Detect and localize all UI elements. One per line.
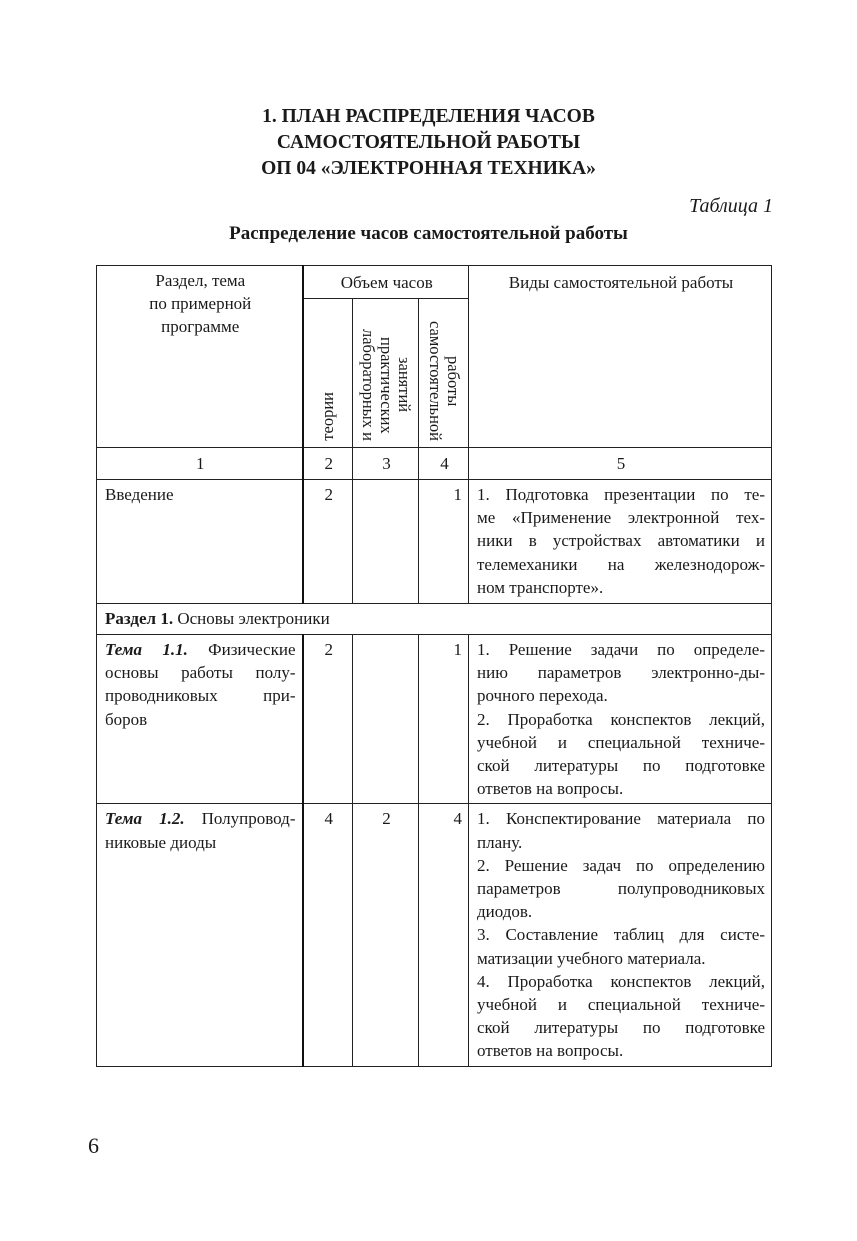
table-caption: Распределение часов самостоятельной работы xyxy=(229,223,628,244)
text-line: рочного перехода. xyxy=(477,686,608,706)
header-theory xyxy=(303,299,353,448)
header-hours: Объем часов xyxy=(303,266,469,299)
topic-label: Тема 1.1. xyxy=(105,640,188,659)
header-text xyxy=(359,323,413,441)
text-line: Тема 1.1. Физические xyxy=(105,640,296,659)
column-number: 2 xyxy=(303,448,353,480)
table-row xyxy=(97,480,772,604)
table-row xyxy=(97,804,772,1066)
column-number: 3 xyxy=(353,448,419,480)
table-row xyxy=(97,635,772,804)
self-hours: 4 xyxy=(419,804,469,1066)
work-types-cell xyxy=(469,804,772,1066)
table-number: Таблица 1 xyxy=(689,195,773,217)
text-line: занятий xyxy=(394,357,414,413)
heading-line: САМОСТОЯТЕЛЬНОЙ РАБОТЫ xyxy=(276,132,581,153)
topic-cell xyxy=(97,480,303,604)
lab-hours xyxy=(353,480,419,604)
text-line: нию параметров электронно-ды- xyxy=(477,663,765,683)
text-line: ответов на вопросы. xyxy=(477,779,624,799)
section-title: Основы электроники xyxy=(173,609,330,629)
section-label: Раздел 1. xyxy=(105,609,174,629)
self-hours: 1 xyxy=(419,480,469,604)
text-line: 1. Конспектирование материала по xyxy=(477,809,765,829)
text-line: плану. xyxy=(477,832,523,852)
text-line: телемеханики на железнодорож- xyxy=(477,554,765,574)
text-line: основы работы полу- xyxy=(105,663,296,683)
lab-hours: 2 xyxy=(353,804,419,1066)
text-line: 2. Решение задач по определению xyxy=(477,855,765,875)
hours-table xyxy=(96,265,772,1067)
header-work-types: Виды самостоятельной работы xyxy=(469,266,772,448)
text-line: ном транспорте». xyxy=(477,577,604,597)
section-row xyxy=(97,604,772,635)
text-line: 2. Проработка конспектов лекций, xyxy=(477,709,765,729)
text-line: параметров полупроводниковых xyxy=(477,879,765,899)
text-line: практических xyxy=(376,336,396,434)
text-line: по примерной xyxy=(149,294,252,314)
text-line: матизации учебного материала. xyxy=(477,948,706,968)
text-line: 1. Подготовка презентации по те- xyxy=(477,485,765,504)
topic-label: Тема 1.2. xyxy=(105,809,185,829)
text-line: учебной и специальной техниче- xyxy=(477,732,765,752)
heading-line: 1. ПЛАН РАСПРЕДЕЛЕНИЯ ЧАСОВ xyxy=(262,106,595,127)
table-row xyxy=(97,604,772,635)
header-text xyxy=(426,315,462,441)
work-types-cell xyxy=(469,480,772,604)
page-number: 6 xyxy=(88,1133,99,1158)
text-line: учебной и специальной техниче- xyxy=(477,995,765,1015)
text-line: Тема 1.2. Полупровод- xyxy=(105,809,296,829)
text-line: программе xyxy=(161,317,240,337)
text-line: ники в устройствах автоматики и xyxy=(477,531,765,551)
text-line: проводниковых при- xyxy=(105,686,296,706)
work-types-cell xyxy=(469,635,772,804)
text-line: 4. Проработка конспектов лекций, xyxy=(477,971,765,991)
text-line: 1. Решение задачи по определе- xyxy=(477,640,765,659)
text-line: работы xyxy=(443,355,463,407)
lab-hours xyxy=(353,635,419,804)
heading-line: ОП 04 «ЭЛЕКТРОННАЯ ТЕХНИКА» xyxy=(261,158,596,179)
theory-hours: 2 xyxy=(303,480,353,604)
text-line: самостоятельной xyxy=(425,321,445,441)
column-number: 5 xyxy=(469,448,772,480)
text-line: Раздел, тема xyxy=(155,271,246,290)
text-line: диодов. xyxy=(477,902,533,922)
theory-hours: 4 xyxy=(303,804,353,1066)
theory-hours: 2 xyxy=(303,635,353,804)
column-number: 1 xyxy=(97,448,303,480)
header-lab xyxy=(353,299,419,448)
page-heading xyxy=(0,104,857,182)
text-line: Введение xyxy=(105,485,174,504)
self-hours: 1 xyxy=(419,635,469,804)
header-section-topic xyxy=(97,266,303,448)
column-number: 4 xyxy=(419,448,469,480)
text-line: лабораторных и xyxy=(358,329,378,441)
text-line: никовые диоды xyxy=(105,832,217,852)
text-line: 3. Составление таблиц для систе- xyxy=(477,925,765,945)
text-line: ской литературы по подготовке xyxy=(477,1018,765,1038)
topic-cell xyxy=(97,635,303,804)
text-line: ме «Применение электронной тех- xyxy=(477,508,765,528)
text-line: ответов на вопросы. xyxy=(477,1041,624,1061)
text-line: боров xyxy=(105,709,148,729)
topic-cell xyxy=(97,804,303,1066)
header-self xyxy=(419,299,469,448)
header-text: теории xyxy=(317,392,337,441)
text-line: ской литературы по подготовке xyxy=(477,756,765,776)
